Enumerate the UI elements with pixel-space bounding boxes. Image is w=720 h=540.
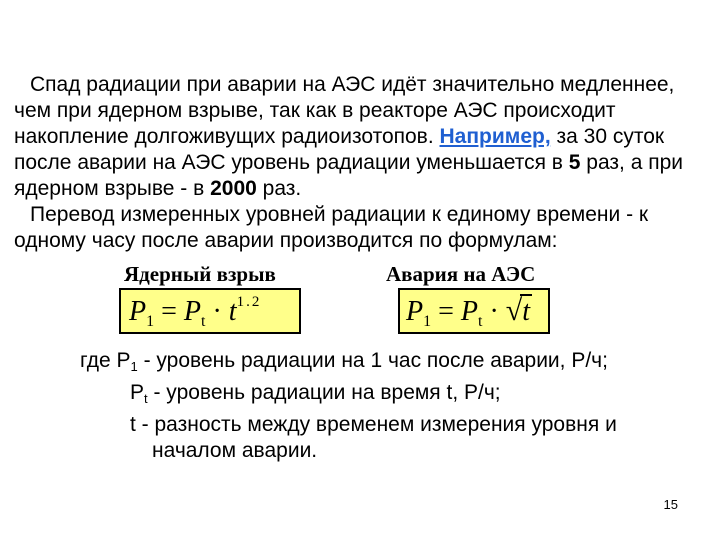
formula-npp-lhs-sub: 1: [423, 313, 432, 330]
formula-nuclear-p: P: [183, 296, 202, 327]
npp-accident-title: Авария на АЭС: [386, 262, 536, 286]
formula-nuclear-exponent: 1.2: [236, 294, 262, 310]
formula-npp-eq: =: [431, 296, 461, 327]
formula-npp-t: t: [522, 296, 531, 327]
definition-pt-sub: t: [144, 391, 148, 406]
example-link[interactable]: Например,: [439, 125, 551, 148]
formula-nuclear-lhs-sub: 1: [146, 313, 155, 330]
formula-npp-box: [398, 288, 550, 334]
definition-p1: [80, 348, 710, 380]
formula-npp-p: P: [460, 296, 479, 327]
formula-npp-lhs: P: [406, 296, 424, 327]
nuclear-explosion-title: Ядерный взрыв: [124, 262, 276, 286]
definition-p1-symbol: где P: [80, 349, 131, 372]
formula-npp: [406, 294, 532, 331]
formula-npp-p-sub: t: [478, 313, 483, 330]
formula-nuclear: [129, 294, 261, 331]
definition-p1-text: - уровень радиации на 1 час после аварии, Р/ч;: [137, 349, 608, 372]
definition-t-cont: началом аварии.: [152, 439, 318, 462]
definitions: [80, 348, 710, 464]
formula-nuclear-t: t: [228, 296, 237, 327]
formula-nuclear-dot: ·: [205, 296, 229, 327]
formula-nuclear-eq: =: [154, 296, 184, 327]
definition-t: t - разность между временем измерения уровня и: [130, 413, 617, 436]
page-number: 15: [663, 497, 678, 512]
paragraph1-text-d: раз.: [256, 177, 302, 200]
value-5: 5: [568, 151, 581, 174]
definition-pt-symbol: P: [130, 381, 145, 404]
formula-nuclear-lhs: P: [129, 296, 147, 327]
formula-nuclear-box: [119, 288, 301, 334]
definition-pt: [80, 380, 710, 412]
value-2000: 2000: [210, 177, 257, 200]
paragraph1-text-b: за 30 суток после аварии на АЭС уровень радиации уменьшается в: [14, 125, 665, 174]
formula-npp-dot: ·: [482, 296, 506, 327]
formula-nuclear-p-sub: t: [201, 313, 206, 330]
sqrt-sign: √: [505, 294, 523, 327]
definition-p1-sub: 1: [130, 359, 138, 374]
paragraph-radiation-decay: [14, 72, 714, 202]
paragraph1-text-c: раз, а при ядерном взрыве - в: [14, 151, 684, 200]
paragraph-conversion: [14, 202, 714, 254]
definition-pt-text: - уровень радиации на время t, Р/ч;: [147, 381, 501, 404]
paragraph1-text-a: Спад радиации при аварии на АЭС идёт значительно медленнее, чем при ядерном взрыве, так как в реакторе АЭС происходит накопление долгоживущих радиоизотопов.: [14, 73, 675, 148]
formula-npp-sqrt: [506, 294, 532, 328]
paragraph2-text: Перевод измеренных уровней радиации к единому времени - к одному часу после аварии производится по формулам:: [14, 203, 649, 252]
